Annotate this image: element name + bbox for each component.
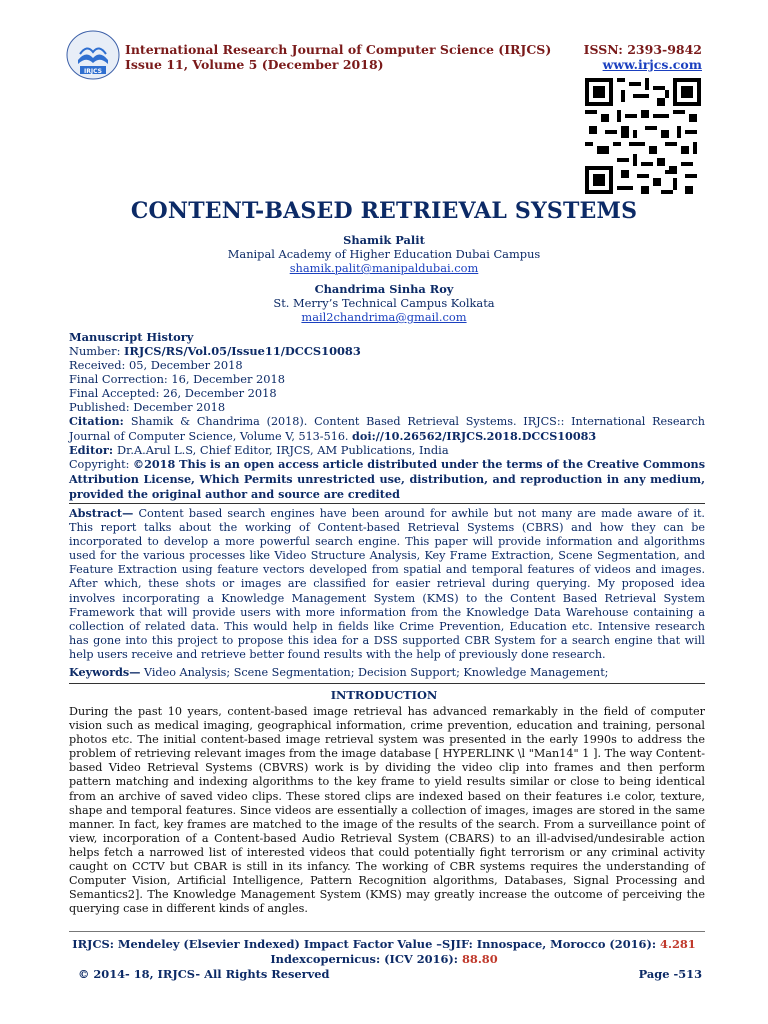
footer-divider xyxy=(69,931,705,932)
divider-top xyxy=(69,503,705,504)
introduction-text: During the past 10 years, content-based image retrieval has advanced remarkably in the field of computer vision such as medical imaging, geographical information, crime prevention, education and training, personal photos etc. The initial content-based image retrieval system was presented in the early 1990s to address the problem of retrieving relevant images from the image database [ HYPERLINK \l "Man14" 1 ]. The way Content-based Video Retrieval Systems (CBVRS) work is by dividing the video clip into frames and then perform pattern matching and indexing algorithms to the key frame to yield results similar or close to being identical from an archive of saved video clips. These stored clips are indexed based on their features i.e color, texture, shape and temporal features. Since videos are essentially a collection of images, images are stored in the same manner. In fact, key frames are matched to the image of the results of the search. From a surveillance point of view, incorporation of a Content-based Audio Retrieval System (CBARS) to an ill-advised/undesirable action helps fetch a narrowed list of interested videos that could potentially fight terrorism or any criminal activity caught on CCTV but CBAR is still in its infancy. The working of CBR systems requires the understanding of Computer Vision, Artificial Intelligence, Pattern Recognition algorithms, Databases, Signal Processing and Semantics2]. The Knowledge Management System (KMS) may greatly increase the outcome of perceiving the querying case in different kinds of angles. xyxy=(69,705,705,916)
author-2-name: Chandrima Sinha Roy xyxy=(314,282,454,296)
editor xyxy=(69,443,449,457)
keywords-label: Keywords— xyxy=(69,665,141,679)
footer-icv-text: Indexcopernicus: (ICV 2016): xyxy=(270,952,462,966)
footer-impact-value: 4.281 xyxy=(660,937,696,951)
citation-line1: Shamik & Chandrima (2018). Content Based Retrieval Systems. IRJCS:: International Research Journal of xyxy=(69,415,706,444)
author-2-email[interactable]: mail2chandrima@gmail.com xyxy=(301,310,467,324)
journal-issue: Issue 11, Volume 5 (December 2018) xyxy=(125,57,384,72)
footer-copyright: © 2014- 18, IRJCS- All Rights Reserved xyxy=(78,967,330,981)
introduction-heading: INTRODUCTION xyxy=(330,688,438,702)
manuscript-number xyxy=(69,344,361,358)
divider-mid xyxy=(69,683,705,684)
abstract-text: Content based search engines have been around for awhile but not many are made aware of it. This report talks about the working of Content-based Retrieval Systems (CBRS) and how they can be incorporated to develop a more powerful search engine. This paper will provide information and algorithms used for the various processes like Video Structure Analysis, Key Frame Extraction, Scene Segmentation, and Feature Extraction using feature vectors developed from spatial and temporal features of videos and images. After which, these shots or images are classified for easier retrieval during querying. My proposed idea involves incorporating a Knowledge Management System (KMS) to the Content Based Retrieval System Framework that will provide users with more information from the Knowledge Data Warehouse containing a collection of related data. This would help in fields like Crime Prevention, Education etc. Intensive research has gone into this project to propose this idea for a DSS supported CBR System for a search engine that will help users receive and retrieve better found results with the help of previously done research. xyxy=(69,507,705,661)
journal-name: International Research Journal of Computer Science (IRJCS) xyxy=(125,42,552,57)
editor-value: Dr.A.Arul L.S, Chief Editor, IRJCS, AM Publications, India xyxy=(117,443,449,457)
footer-icv xyxy=(0,952,768,966)
published-date: Published: December 2018 xyxy=(69,400,226,414)
irjcs-logo xyxy=(66,30,120,80)
citation xyxy=(69,414,705,444)
journal-issn: ISSN: 2393-9842 xyxy=(583,42,702,57)
keywords-text: Video Analysis; Scene Segmentation; Decision Support; Knowledge Management; xyxy=(140,666,609,679)
final-correction-date: Final Correction: 16, December 2018 xyxy=(69,372,286,386)
paper-title: CONTENT-BASED RETRIEVAL SYSTEMS xyxy=(130,198,638,224)
abstract-label: Abstract— xyxy=(69,506,134,520)
received-date: Received: 05, December 2018 xyxy=(69,358,243,372)
editor-label: Editor: xyxy=(69,443,118,457)
page-number: Page -513 xyxy=(638,967,702,981)
manuscript-number-label: Number: xyxy=(69,344,125,358)
final-accepted-date: Final Accepted: 26, December 2018 xyxy=(69,386,277,400)
copyright-notice xyxy=(69,457,705,502)
keywords xyxy=(69,665,705,680)
author-1-affiliation: Manipal Academy of Higher Education Dubai Campus xyxy=(227,247,541,261)
citation-line2: Computer Science, Volume V, 513-516. xyxy=(128,430,353,444)
abstract xyxy=(69,506,705,662)
author-1-email[interactable]: shamik.palit@manipaldubai.com xyxy=(289,261,479,275)
logo-text: IRJCS xyxy=(84,68,102,75)
footer-impact xyxy=(0,937,768,951)
copyright-label: Copyright: xyxy=(69,458,133,471)
copyright-text: ©2018 This is an open access article distributed under the terms of the Creative Commons Attribution License, Which Permits unrestricted use, distribution, and reproduction in any medium, provided the original author and source are credited xyxy=(69,457,705,502)
citation-doi[interactable]: doi://10.26562/IRJCS.2018.DCCS10083 xyxy=(352,429,597,444)
citation-label: Citation: xyxy=(69,414,131,428)
footer-icv-value: 88.80 xyxy=(461,952,498,966)
author-2-affiliation: St. Merry’s Technical Campus Kolkata xyxy=(273,296,495,310)
manuscript-number-value: IRJCS/RS/Vol.05/Issue11/DCCS10083 xyxy=(124,344,361,358)
footer-impact-text: IRJCS: Mendeley (Elsevier Indexed) Impact Factor Value –SJIF: Innospace, Morocco (2016): xyxy=(72,937,661,951)
qr-code xyxy=(582,78,704,194)
author-1-name: Shamik Palit xyxy=(343,233,425,247)
journal-url[interactable]: www.irjcs.com xyxy=(602,57,702,72)
manuscript-heading: Manuscript History xyxy=(69,330,194,344)
